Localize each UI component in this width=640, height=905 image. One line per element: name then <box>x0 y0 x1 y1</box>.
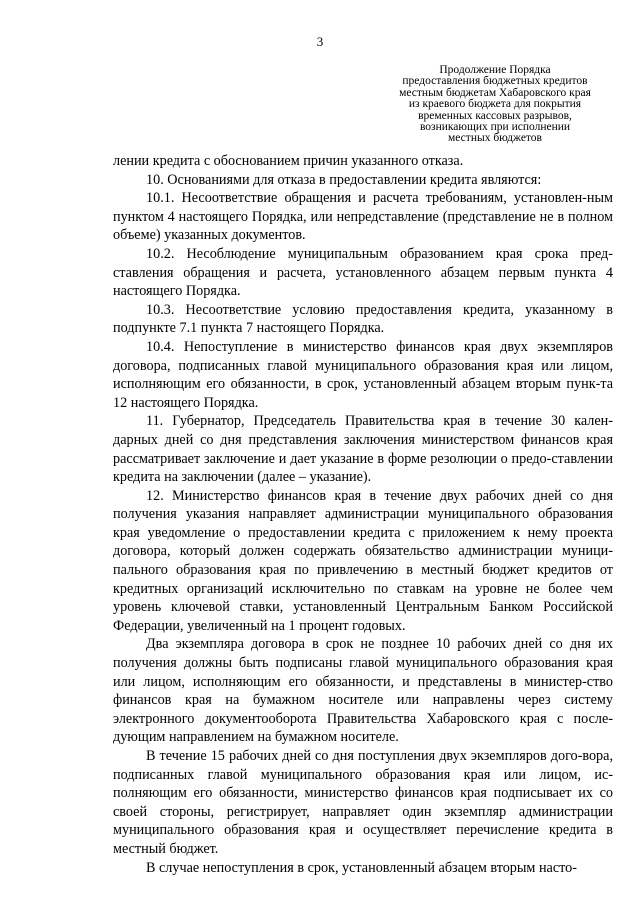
paragraph-11: 11. Губернатор, Председатель Правительства края в течение 30 кален-дарных дней со дня представления заключения министерством финансов края рассматривает заключение и дает указание в форме резолюции о предо-ставлении кредита на заключении (далее – указание). <box>113 413 613 486</box>
paragraph-10-4: 10.4. Непоступление в министерство финансов края двух экземпляров договора, подписанных главой муниципального образования края или лицом, исполняющим его обязанности, в срок, установленный абзацем вторым пунк-та 12 настоящего Порядка. <box>113 338 613 411</box>
header-line: местных бюджетов <box>448 132 542 145</box>
paragraph-10: 10. Основаниями для отказа в предоставлении кредита являются: <box>146 171 542 188</box>
paragraph-10-2: 10.2. Несоблюдение муниципальным образованием края срока пред-ставления обращения и расчета, установленного абзацем первым пункта 4 настоящего Порядка. <box>113 245 613 300</box>
header-line: местным бюджетам Хабаровского края <box>399 86 591 99</box>
paragraph-12: 12. Министерство финансов края в течение двух рабочих дней со дня получения указания направляет администрации муниципального образования края уведомление о предоставлении кредита с приложением к нему проекта договора, который должен содержать обязательство администрации муници-пального образования края по привлечению в местный бюджет кредитов от кредитных организаций исключительно по ставкам на уровне не более чем уровень ключевой ставки, установленный Центральным Банком Российской Федерации, увеличенный на 1 процент годовых. <box>113 487 613 634</box>
header-line: из краевого бюджета для покрытия <box>408 98 582 111</box>
paragraph-12-registration: В течение 15 рабочих дней со дня поступления двух экземпляров дого-вора, подписанных главой муниципального образования края или лицом, ис-полняющим его обязанности, министерство финансов края подписывает их со своей стороны, регистрирует, направляет один экземпляр администрации муниципального образования края и осуществляет перечисление кредита в местный бюджет. <box>113 748 613 857</box>
header-line: предоставления бюджетных кредитов <box>402 75 588 88</box>
document-body <box>113 152 613 877</box>
header-line: Продолжение Порядка <box>439 64 551 76</box>
paragraph-12-failure: В случае непоступления в срок, установленный абзацем вторым насто- <box>146 859 577 876</box>
header-line: возникающих при исполнении <box>419 121 571 134</box>
header-line: временных кассовых разрывов, <box>418 109 572 122</box>
paragraph-10-3: 10.3. Несоответствие условию предоставления кредита, указанному в подпункте 7.1 пункта 7 настоящего Порядка. <box>113 301 613 337</box>
document-header <box>380 65 610 145</box>
paragraph-12-contract-signing: Два экземпляра договора в срок не позднее 10 рабочих дней со дня их получения должны быть подписаны главой муниципального образования края или лицом, исполняющим его обязанности, и представлены в министер-ство финансов края на бумажном носителе или направлены через систему электронного документооборота Правительства Хабаровского края с после-дующим направлением на бумажном носителе. <box>113 636 613 746</box>
page-number: 3 <box>316 34 324 49</box>
paragraph-continuation: лении кредита с обоснованием причин указанного отказа. <box>113 153 464 169</box>
paragraph-10-1: 10.1. Несоответствие обращения и расчета требованиям, установлен-ным пунктом 4 настоящего Порядка, или непредставление (представление не в полном объеме) указанных документов. <box>113 190 613 244</box>
